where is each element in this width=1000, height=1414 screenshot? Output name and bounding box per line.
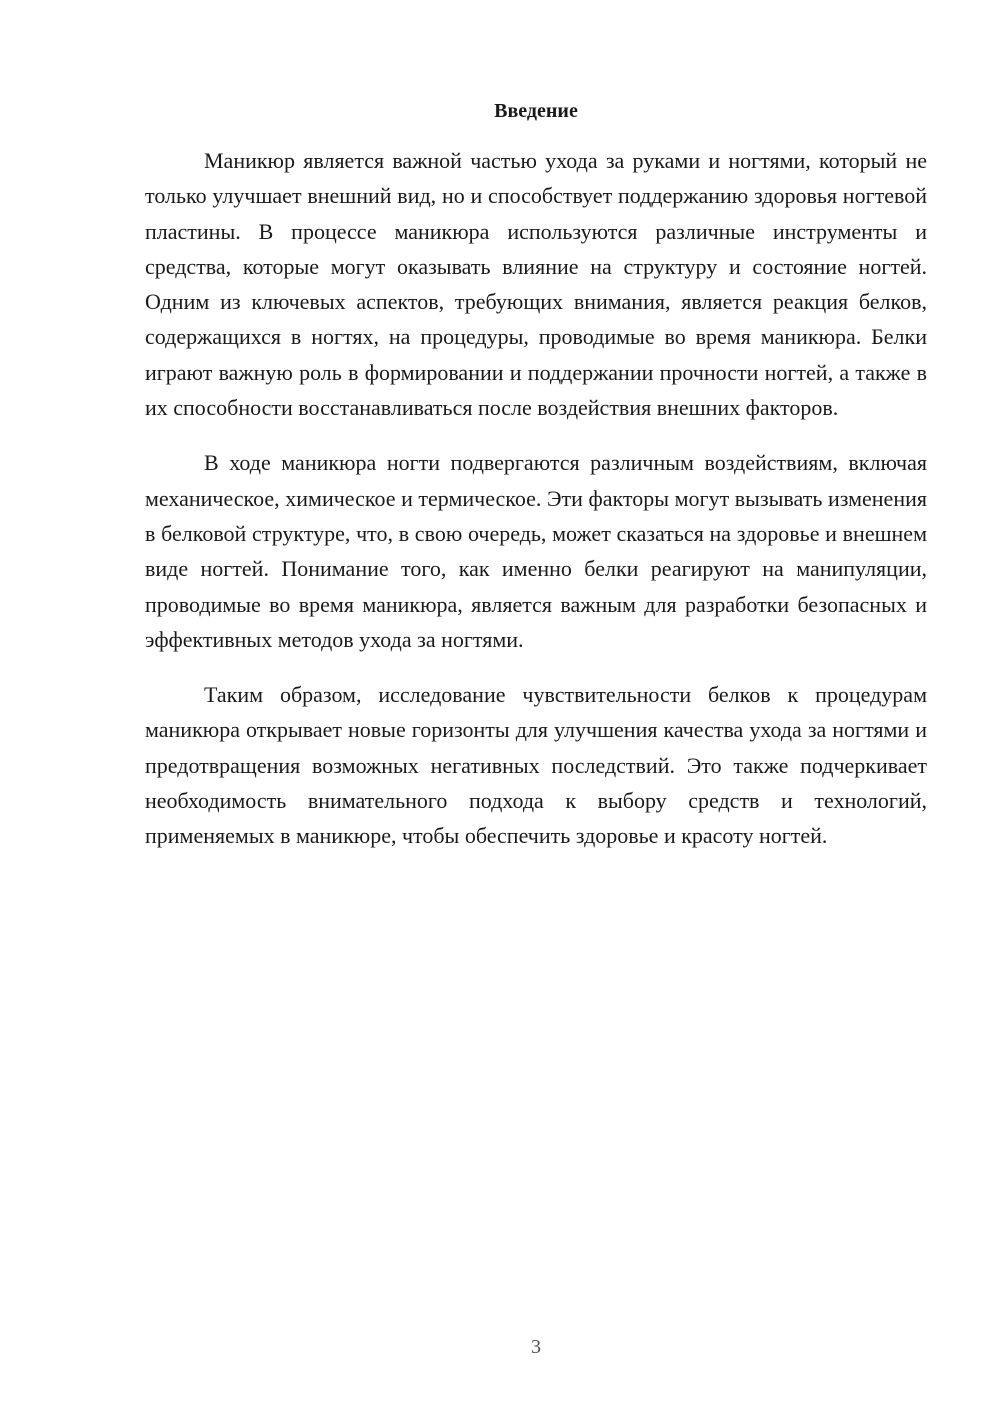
paragraph-2: В ходе маникюра ногти подвергаются различным воздействиям, включая механическое, химическое и термическое. Эти факторы могут вызывать изменения в белковой структуре, что, в свою очередь, может сказаться на здоровье и внешнем виде ногтей. Понимание того, как именно белки реагируют на манипуляции, проводимые во время маникюра, является важным для разработки безопасных и эффективных методов ухода за ногтями.: [145, 450, 927, 652]
page-number: 3: [531, 1336, 541, 1358]
paragraph-1: Маникюр является важной частью ухода за руками и ногтями, который не только улучшает внешний вид, но и способствует поддержанию здоровья ногтевой пластины. В процессе маникюра используются различные инструменты и средства, которые могут оказывать влияние на структуру и состояние ногтей. Одним из ключевых аспектов, требующих внимания, является реакция белков, содержащихся в ногтях, на процедуры, проводимые во время маникюра. Белки играют важную роль в формировании и поддержании прочности ногтей, а также в их способности восстанавливаться после воздействия внешних факторов.: [145, 148, 927, 421]
body-text: [145, 143, 927, 854]
paragraph-3: Таким образом, исследование чувствительности белков к процедурам маникюра открывает новые горизонты для улучшения качества ухода за ногтями и предотвращения возможных негативных последствий. Это также подчеркивает необходимость внимательного подхода к выбору средств и технологий, применяемых в маникюре, чтобы обеспечить здоровье и красоту ногтей.: [145, 682, 927, 849]
section-heading: Введение: [494, 100, 578, 122]
